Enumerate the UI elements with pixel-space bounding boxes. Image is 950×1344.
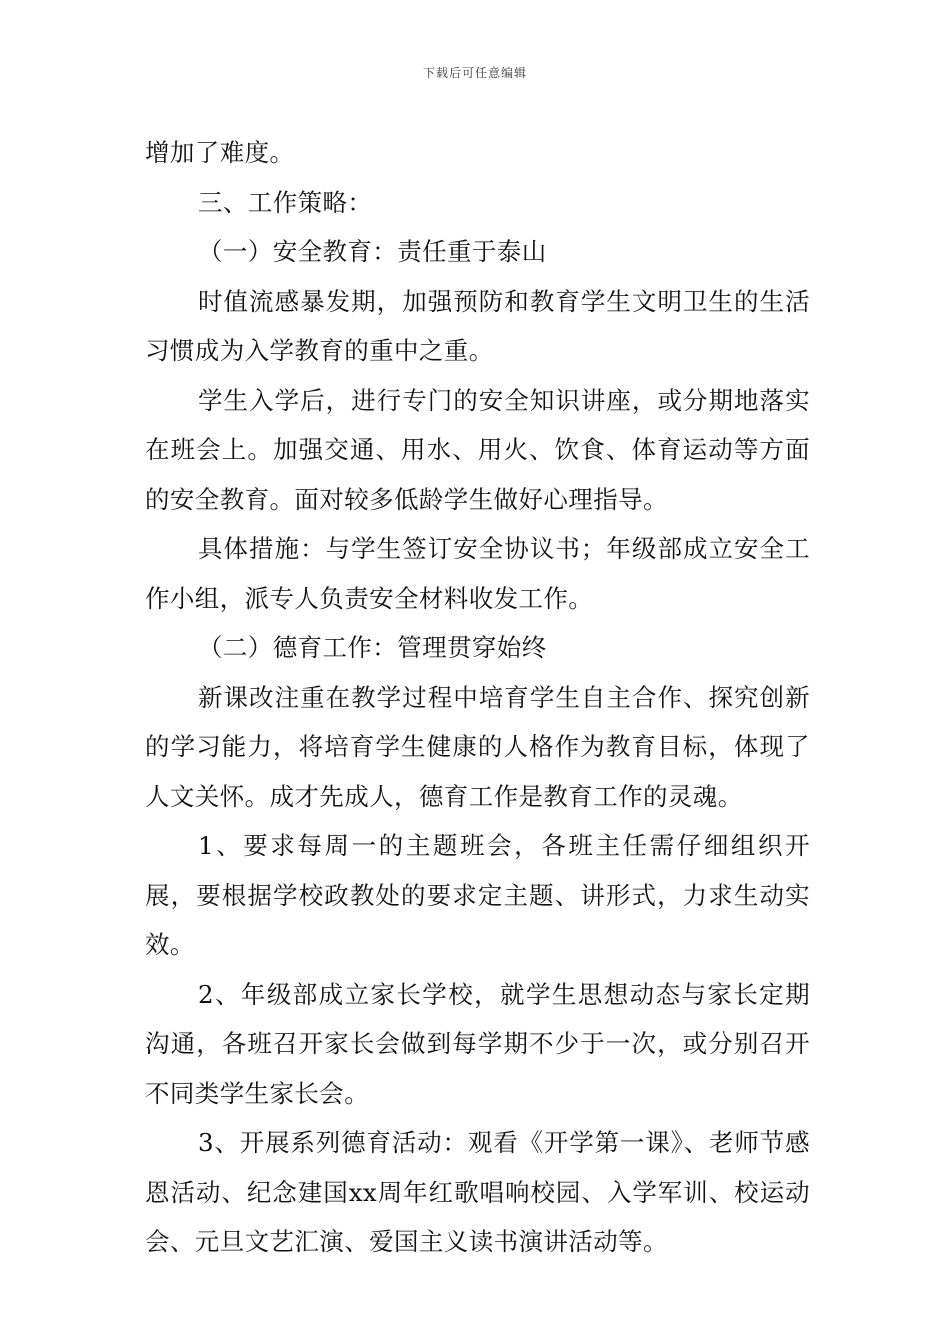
subsection-heading-safety-education: （一）安全教育：责任重于泰山: [198, 237, 547, 266]
subsection-heading-moral-education: （二）德育工作：管理贯穿始终: [198, 633, 547, 662]
list-item-2-parent-school: 2、年级部成立家长学校，就学生思想动态与家长定期沟通，各班召开家长会做到每学期不少于一次，或分别召开不同类学生家长会。: [145, 979, 810, 1108]
paragraph-safety-lectures: 学生入学后，进行专门的安全知识讲座，或分期地落实在班会上。加强交通、用水、用火、饮食、体育运动等方面的安全教育。面对较多低龄学生做好心理指导。: [145, 385, 810, 514]
paragraph-specific-measures: 具体措施：与学生签订安全协议书；年级部成立安全工作小组，派专人负责安全材料收发工作。: [145, 534, 810, 613]
paragraph-curriculum-reform: 新课改注重在教学过程中培育学生自主合作、探究创新的学习能力，将培育学生健康的人格作为教育目标，体现了人文关怀。成才先成人，德育工作是教育工作的灵魂。: [145, 682, 810, 811]
section-heading-work-strategy: 三、工作策略：: [198, 187, 373, 217]
page-header: 下载后可任意编辑: [422, 66, 527, 80]
paragraph-flu-prevention: 时值流感暴发期，加强预防和教育学生文明卫生的生活习惯成为入学教育的重中之重。: [145, 286, 810, 365]
list-item-1-class-meetings: 1、要求每周一的主题班会，各班主任需仔细组织开展，要根据学校政教处的要求定主题、讲形式，力求生动实效。: [145, 831, 810, 959]
document-body: [145, 128, 810, 1267]
list-item-3-moral-activities: 3、开展系列德育活动：观看《开学第一课》、老师节感恩活动、纪念建国xx周年红歌唱响校园、入学军训、校运动会、元旦文艺汇演、爱国主义读书演讲活动等。: [145, 1128, 810, 1256]
paragraph-continuation: 增加了难度。: [145, 138, 295, 167]
